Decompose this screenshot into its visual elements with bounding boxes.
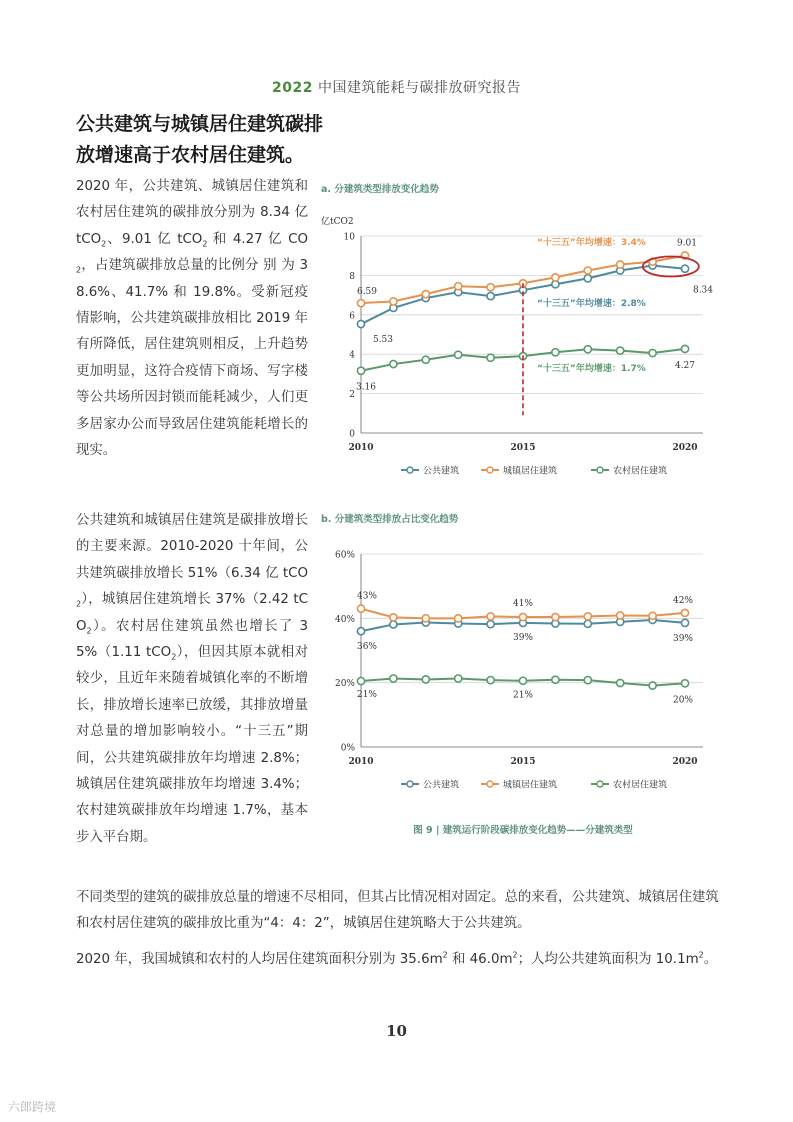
- data-point-rural: [617, 679, 624, 686]
- y-tick-label: 0%: [340, 743, 355, 754]
- data-point-urban: [422, 615, 429, 622]
- data-point-rural: [390, 360, 397, 367]
- data-point-rural: [357, 677, 364, 684]
- legend-marker-public: [407, 781, 413, 787]
- y-tick-label: 20%: [334, 679, 355, 690]
- x-tick-label: 2015: [510, 757, 536, 767]
- data-point-rural: [455, 351, 462, 358]
- data-label-public-start: 36%: [356, 642, 378, 653]
- figure-caption: 图 9 | 建筑运行阶段碳排放变化趋势——分建筑类型: [413, 825, 633, 836]
- header-title: 中国建筑能耗与碳排放研究报告: [313, 80, 521, 96]
- data-point-rural: [519, 677, 526, 684]
- data-label-urban-mid: 41%: [512, 599, 534, 610]
- data-label-rural-mid: 21%: [512, 690, 534, 701]
- y-tick-label: 60%: [334, 550, 355, 561]
- legend-label-urban: 城镇居住建筑: [503, 466, 558, 477]
- data-label-public-start: 5.53: [372, 335, 394, 346]
- data-point-urban: [617, 612, 624, 619]
- data-point-public: [681, 265, 688, 272]
- data-point-public: [357, 628, 364, 635]
- data-label-urban-start: 43%: [356, 591, 378, 602]
- data-point-rural: [487, 676, 494, 683]
- watermark: 六郎跨境: [8, 1100, 57, 1114]
- data-point-rural: [552, 676, 559, 683]
- y-tick-label: 4: [349, 350, 355, 361]
- data-point-public: [681, 619, 688, 626]
- legend-label-rural: 农村居住建筑: [613, 466, 668, 477]
- data-point-public: [584, 620, 591, 627]
- chart-a-emissions-trend: [321, 200, 725, 500]
- legend-label-public: 公共建筑: [423, 780, 460, 791]
- annotation-rural-growth: “十三五”年均增速：1.7%: [537, 363, 646, 374]
- data-point-rural: [681, 680, 688, 687]
- data-label-urban-end: 9.01: [676, 238, 698, 249]
- x-tick-label: 2010: [348, 443, 374, 453]
- data-point-rural: [552, 349, 559, 356]
- legend-marker-public: [407, 467, 413, 473]
- data-point-urban: [390, 614, 397, 621]
- data-point-urban: [552, 274, 559, 281]
- data-label-public-mid: 39%: [512, 632, 534, 643]
- data-point-rural: [390, 675, 397, 682]
- data-point-urban: [584, 613, 591, 620]
- y-tick-label: 6: [349, 311, 355, 322]
- data-label-urban-start: 6.59: [356, 287, 378, 298]
- data-point-rural: [617, 347, 624, 354]
- data-label-public-end: 39%: [672, 633, 694, 644]
- data-point-urban: [649, 612, 656, 619]
- data-point-rural: [455, 675, 462, 682]
- x-tick-label: 2020: [672, 757, 698, 767]
- data-point-public: [584, 275, 591, 282]
- data-point-rural: [584, 346, 591, 353]
- paragraph-1: 2020 年，公共建筑、城镇居住建筑和农村居住建筑的碳排放分别为 8.34 亿 tCO$_2$、9.01 亿 tCO$_2$ 和 4.27 亿 $CO_2$，占建筑碳排放总量的比例分 别 为 38.6%、41.7% 和 19.8%。受新冠疫情影响，公共建筑碳排放相比 2019 年有所降低，居住建筑则相反，上升趋势更加明显，这符合疫情下商场、写字楼等公共场所因封锁而能耗减少，人们更多居家办公而导致居住建筑能耗增长的现实。: [76, 179, 309, 459]
- data-point-urban: [455, 615, 462, 622]
- chart-b-label: b. 分建筑类型排放占比变化趋势: [321, 514, 459, 525]
- running-header: [0, 77, 793, 97]
- data-point-rural: [584, 676, 591, 683]
- data-label-rural-start: 21%: [356, 690, 378, 701]
- data-point-public: [487, 292, 494, 299]
- data-point-public: [487, 621, 494, 628]
- data-point-urban: [487, 284, 494, 291]
- annotation-urban-growth: “十三五”年均增速：3.4%: [537, 237, 646, 248]
- data-point-public: [357, 320, 364, 327]
- chart-a-label: a. 分建筑类型排放变化趋势: [321, 184, 439, 195]
- data-point-rural: [649, 349, 656, 356]
- data-point-urban: [357, 605, 364, 612]
- legend-label-public: 公共建筑: [423, 466, 460, 477]
- data-point-urban: [422, 291, 429, 298]
- page-number: 10: [386, 1022, 407, 1040]
- legend-label-rural: 农村居住建筑: [613, 780, 668, 791]
- y-unit-label: 亿tCO2: [321, 217, 354, 227]
- y-tick-label: 2: [349, 390, 355, 401]
- header-year: 2022: [272, 80, 313, 96]
- data-label-public-end: 8.34: [692, 285, 714, 296]
- data-label-rural-start: 3.16: [355, 382, 377, 393]
- data-point-urban: [681, 609, 688, 616]
- legend-marker-urban: [487, 781, 493, 787]
- paragraph-3: 不同类型的建筑的碳排放总量的增速不尽相同，但其占比情况相对固定。总的来看，公共建筑、城镇居住建筑和农村居住建筑的碳排放比重为“4：4：2”，城镇居住建筑略大于公共建筑。: [76, 890, 719, 931]
- data-point-urban: [617, 261, 624, 268]
- legend-marker-rural: [597, 781, 603, 787]
- data-point-urban: [487, 613, 494, 620]
- legend-label-urban: 城镇居住建筑: [503, 780, 558, 791]
- data-point-rural: [681, 345, 688, 352]
- legend-marker-urban: [487, 467, 493, 473]
- data-point-public: [390, 621, 397, 628]
- data-point-urban: [552, 613, 559, 620]
- y-tick-label: 8: [349, 271, 355, 282]
- annotation-public-growth: “十三五”年均增速：2.8%: [537, 298, 646, 309]
- x-tick-label: 2020: [672, 443, 698, 453]
- data-point-rural: [649, 682, 656, 689]
- data-point-rural: [422, 356, 429, 363]
- paragraph-4: 2020 年，我国城镇和农村的人均居住建筑面积分别为 $35.6m^2$ 和 $46.0m^2$；人均公共建筑面积为 $10.1m^2$。: [76, 950, 718, 967]
- x-tick-label: 2010: [348, 757, 374, 767]
- data-label-urban-end: 42%: [672, 595, 694, 606]
- data-point-urban: [584, 267, 591, 274]
- data-point-rural: [422, 676, 429, 683]
- y-tick-label: 10: [343, 232, 355, 243]
- section-title: 公共建筑与城镇居住建筑碳排放增速高于农村居住建筑。: [76, 113, 324, 166]
- data-label-rural-end: 4.27: [674, 360, 696, 371]
- data-point-urban: [357, 300, 364, 307]
- data-label-rural-end: 20%: [672, 695, 694, 706]
- x-tick-label: 2015: [510, 443, 536, 453]
- data-point-urban: [390, 298, 397, 305]
- y-tick-label: 40%: [334, 614, 355, 625]
- y-tick-label: 0: [349, 429, 355, 440]
- data-point-urban: [455, 283, 462, 290]
- data-point-urban: [519, 613, 526, 620]
- paragraph-2: 公共建筑和城镇居住建筑是碳排放增长的主要来源。2010-2020 十年间，公共建筑碳排放增长 51%（6.34 亿 tCO$_2$），城镇居住建筑增长 37%（2.42 tCO$_2$）。农村居住建筑虽然也增长了 35%（1.11 tCO$_2$），但因其原本就相对较少，且近年来随着城镇化率的不断增长，排放增长速率已放缓，其排放增量对总量的增加影响较小。“十三五”期间，公共建筑碳排放年均增速 2.8%；城镇居住建筑碳排放年均增速 3.4%；农村建筑碳排放年均增速 1.7%，基本步入平台期。: [76, 513, 308, 845]
- chart-b-share-trend: [321, 530, 725, 790]
- legend-marker-rural: [597, 467, 603, 473]
- data-point-rural: [357, 367, 364, 374]
- data-point-rural: [487, 354, 494, 361]
